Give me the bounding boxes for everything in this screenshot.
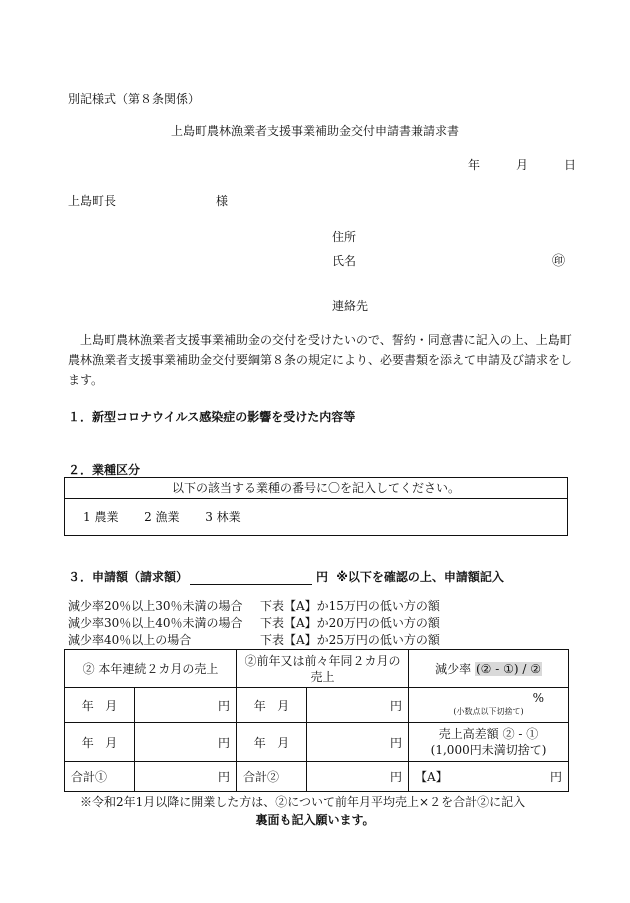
footnote: ※令和2年1月以降に開業した方は、②について前年月平均売上×２を合計②に記入 [80,795,526,809]
col3-header-prefix: 減少率 [435,662,472,676]
col3-header [409,650,569,688]
rounding-note: (小数点以下切捨て) [453,707,524,716]
date-day-label: 日 [564,158,577,172]
industry-instruction: 以下の該当する業種の番号に〇を記入してください。 [65,478,567,499]
total1-label: 合計① [65,762,135,792]
a-label: 【A】 [415,770,448,784]
application-amount-field[interactable] [190,572,312,585]
diff-note: (1,000円未満切捨て) [430,743,547,757]
addressee-name: 上島町長 [68,194,117,208]
intro-paragraph: 上島町農林漁業者支援事業補助金の交付を受けたいので、誓約・同意書に記入の上、上島町農林漁業者支援事業補助金交付要綱第８条の規定により、必要書類を添えて申請及び請求をします。 [68,333,573,387]
section2-heading: ２．業種区分 [68,463,141,477]
total2-label: 合計② [237,762,307,792]
prior-amount-cell-2[interactable]: 円 [307,723,409,762]
diff-label: 売上高差額 ② - ① [438,727,539,741]
reduction-rate-cell[interactable] [409,688,569,723]
option-forestry[interactable]: 3 林業 [205,510,241,524]
current-month-cell[interactable]: 年 月 [65,688,135,723]
a-amount-cell[interactable] [409,762,569,792]
section3-heading-prefix: ３．申請額（請求額） [68,570,189,584]
total1-amount[interactable]: 円 [135,762,237,792]
current-amount-cell-2[interactable]: 円 [135,723,237,762]
prior-month-cell-2[interactable]: 年 月 [237,723,307,762]
option-fishery[interactable]: 2 漁業 [144,510,180,524]
total2-amount[interactable]: 円 [307,762,409,792]
section3-heading-unit: 円 [316,570,329,584]
col1-header: ② 本年連続２カ月の売上 [65,650,237,688]
percent-sign: % [532,691,545,705]
a-yen: 円 [550,770,563,784]
rule-3-condition: 減少率40％以上の場合 [68,633,192,647]
date-year-label: 年 [468,158,481,172]
option-agriculture[interactable]: 1 農業 [83,510,119,524]
section1-heading: １．新型コロナウイルス感染症の影響を受けた内容等 [68,410,356,424]
rule-2-text: 下表【A】か20万円の低い方の額 [260,616,440,630]
date-month-label: 月 [516,158,529,172]
address-label: 住所 [332,230,357,244]
form-reference: 別記様式（第８条関係） [68,92,201,106]
industry-options [83,508,241,525]
rule-3-text: 下表【A】か25万円の低い方の額 [260,633,440,647]
prior-amount-cell[interactable]: 円 [307,688,409,723]
rule-2-condition: 減少率30％以上40％未満の場合 [68,616,243,630]
name-label: 氏名 [332,254,357,268]
contact-label: 連絡先 [332,299,369,313]
rule-1-text: 下表【A】か15万円の低い方の額 [260,599,440,613]
backside-note: 裏面も記入願います。 [255,813,375,827]
col3-header-formula: (② - ①) / ② [475,662,541,676]
section3-heading [68,568,504,585]
col2-header: ②前年又は前々年同２カ月の売上 [237,650,409,688]
seal-mark: ㊞ [552,254,566,269]
rule-1-condition: 減少率20％以上30％未満の場合 [68,599,243,613]
addressee-honorific: 様 [216,194,229,208]
section3-heading-note: ※以下を確認の上、申請額記入 [336,570,504,584]
sales-difference-cell[interactable] [409,723,569,762]
sales-table [64,649,569,792]
current-month-cell-2[interactable]: 年 月 [65,723,135,762]
industry-box [64,477,568,536]
prior-month-cell[interactable]: 年 月 [237,688,307,723]
current-amount-cell[interactable]: 円 [135,688,237,723]
page-title: 上島町農林漁業者支援事業補助金交付申請書兼請求書 [170,124,459,138]
